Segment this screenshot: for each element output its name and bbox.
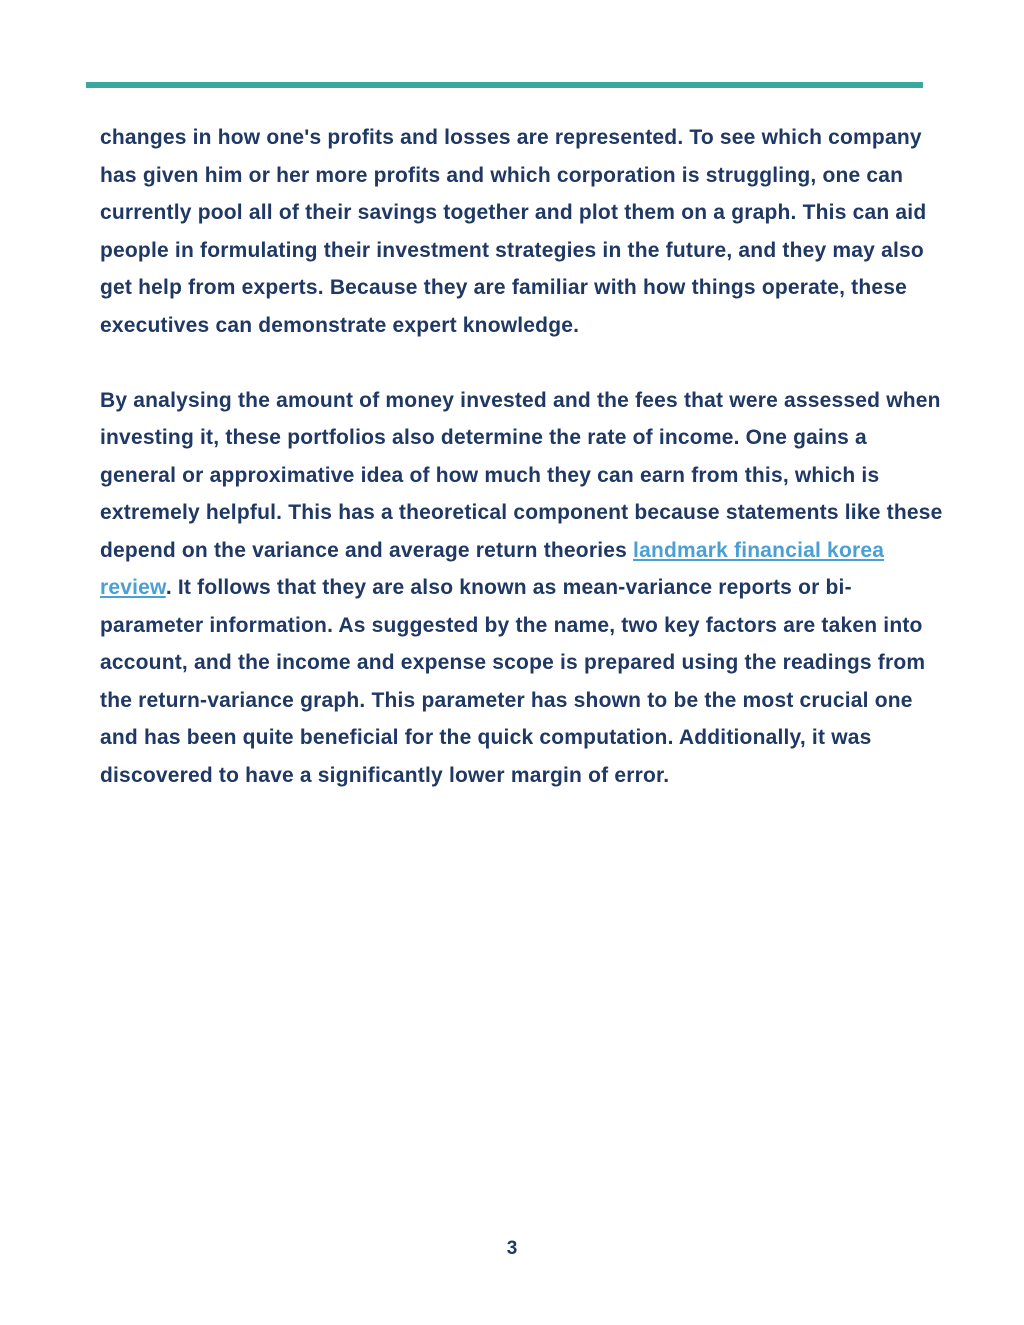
paragraph-2 — [100, 382, 945, 795]
paragraph-2-text-before-link: By analysing the amount of money invested and the fees that were assessed when investing it, these portfolios also determine the rate of income. One gains a general or approximative idea of how much they can earn from this, which is extremely helpful. This has a theoretical component because statements like these depend on the variance and average return theories — [100, 388, 943, 562]
header-rule — [86, 82, 923, 88]
landmark-financial-link[interactable]: landmark financial korea review — [100, 538, 885, 599]
paragraph-1: changes in how one's profits and losses are represented. To see which company has given him or her more profits and which corporation is struggling, one can currently pool all of their savings together and plot them on a graph. This can aid people in formulating their investment strategies in the future, and they may also get help from experts. Because they are familiar with how things operate, these executives can demonstrate expert knowledge. — [100, 126, 927, 337]
document-body — [100, 119, 945, 794]
paragraph-2-text-after-link: . It follows that they are also known as mean-variance reports or bi-parameter information. As suggested by the name, two key factors are taken into account, and the income and expense scope is prepared using the readings from the return-variance graph. This parameter has shown to be the most crucial one and has been quite beneficial for the quick computation. Additionally, it was discovered to have a significantly lower margin of error. — [100, 576, 926, 787]
page-number: 3 — [506, 1238, 518, 1259]
